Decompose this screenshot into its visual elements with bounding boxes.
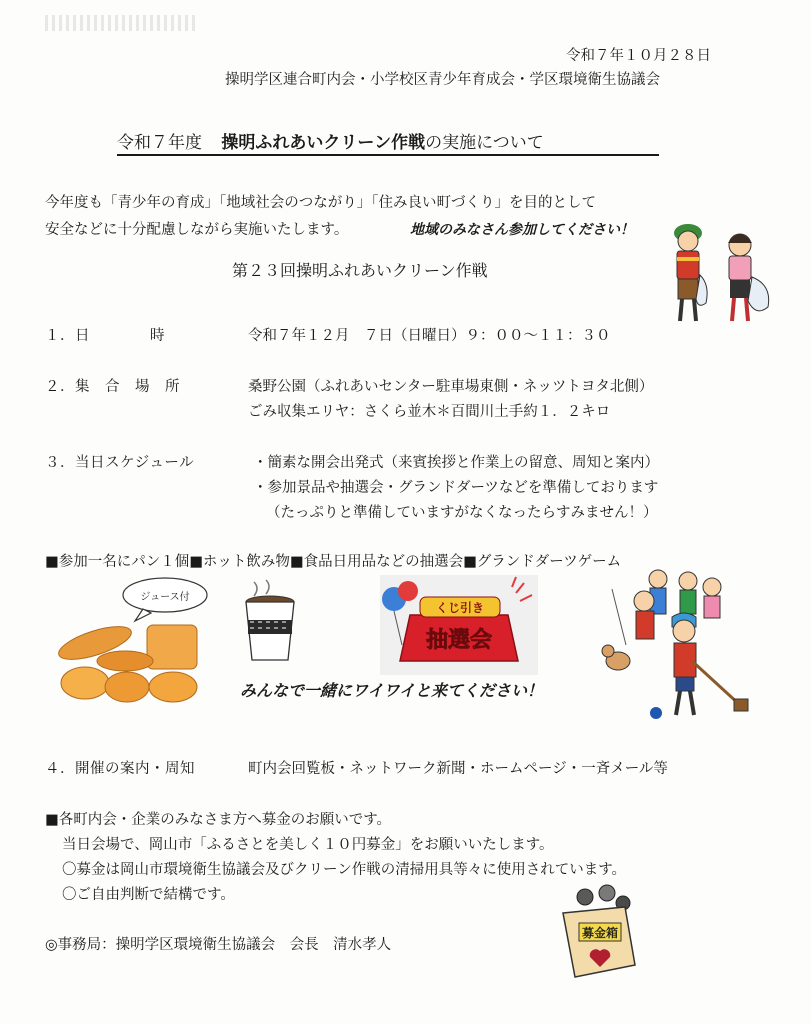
- item-notice-value: 町内会回覧板・ネットワーク新聞・ホームページ・一斉メール等: [248, 761, 668, 777]
- title-emphasis: 操明ふれあいクリーン作戦: [221, 133, 426, 153]
- intro-highlight: 地域のみなさん参加してください！: [410, 222, 634, 238]
- crowd-icon: [612, 570, 721, 645]
- page-title: [117, 128, 544, 153]
- event-title: 第２３回操明ふれあいクリーン作戦: [232, 261, 488, 280]
- item-schedule-label: ３．当日スケジュール: [45, 455, 195, 471]
- slogan: みんなで一緒にワイワイと来てください！: [240, 681, 544, 700]
- issue-date: 令和７年１０月２８日: [566, 48, 711, 64]
- item-notice-label: ４．開催の案内・周知: [45, 761, 195, 777]
- title-underline: [117, 154, 659, 156]
- benefits-line: ■参加一名にパン１個■ホット飲み物■食品日用品などの抽選会■グランドダーツゲーム: [45, 554, 622, 570]
- dog-icon: [602, 645, 630, 670]
- speech-bubble-icon: [123, 578, 207, 621]
- lottery-sign-top-text: くじ引き: [435, 601, 485, 615]
- donation-box-illustration: [555, 885, 645, 985]
- lottery-sign-illustration: [380, 575, 538, 675]
- donation-line-4: 〇ご自由判断で結構です。: [62, 887, 235, 903]
- scan-smudge: [45, 15, 195, 31]
- title-prefix: 令和７年度: [117, 133, 202, 153]
- item-date-label: １．日 時: [45, 328, 165, 344]
- footer-office: ◎事務局：操明学区環境衛生協議会 会長 清水孝人: [45, 937, 392, 953]
- donation-line-1: ■各町内会・企業のみなさま方へ募金のお願いです。: [45, 812, 392, 828]
- coffee-cup-illustration: [240, 588, 300, 668]
- title-suffix: の実施について: [425, 133, 544, 153]
- child-boy-icon: [674, 224, 707, 321]
- juice-bubble-text: ジュース付: [140, 592, 190, 603]
- child-girl-icon: [728, 234, 769, 321]
- item-schedule-line-3: （たっぷりと準備していますがなくなったらすみません！）: [266, 505, 658, 521]
- item-schedule-line-2: ・参加景品や抽選会・グランドダーツなどを準備しております: [253, 480, 659, 496]
- item-place-label: ２．集 合 場 所: [45, 379, 180, 395]
- grand-darts-illustration: [596, 565, 756, 725]
- children-cleaning-illustration: [660, 215, 780, 330]
- intro-line-2: 安全などに十分配慮しながら実施いたします。: [45, 222, 349, 238]
- intro-line-1: 今年度も「青少年の育成」「地域社会のつながり」「住み良い町づくり」を目的として: [45, 195, 596, 211]
- item-date-value: 令和７年１２月 ７日（日曜日）９：００～１１：３０: [248, 328, 611, 344]
- item-schedule-line-1: ・簡素な開会出発式（来賓挨拶と作業上の留意、周知と案内）: [253, 455, 659, 471]
- item-place-value-2: ごみ収集エリヤ：さくら並木＊百間川土手約１．２キロ: [248, 404, 611, 420]
- issuer: 操明学区連合町内会・小学校区青少年育成会・学区環境衛生協議会: [225, 72, 660, 88]
- lottery-sign-main-text: 抽選会: [425, 628, 493, 653]
- child-player-icon: [650, 613, 748, 719]
- bread-illustration: [55, 575, 215, 710]
- donation-line-2: 当日会場で、岡山市「ふるさとを美しく１０円募金」をお願いいたします。: [62, 837, 554, 853]
- donation-line-3: 〇募金は岡山市環境衛生協議会及びクリーン作戦の清掃用具等々に使用されています。: [62, 862, 627, 878]
- donation-box-text: 募金箱: [581, 926, 619, 940]
- bread-icon: [55, 620, 197, 702]
- item-place-value-1: 桑野公園（ふれあいセンター駐車場東側・ネッツトヨタ北側）: [248, 379, 654, 395]
